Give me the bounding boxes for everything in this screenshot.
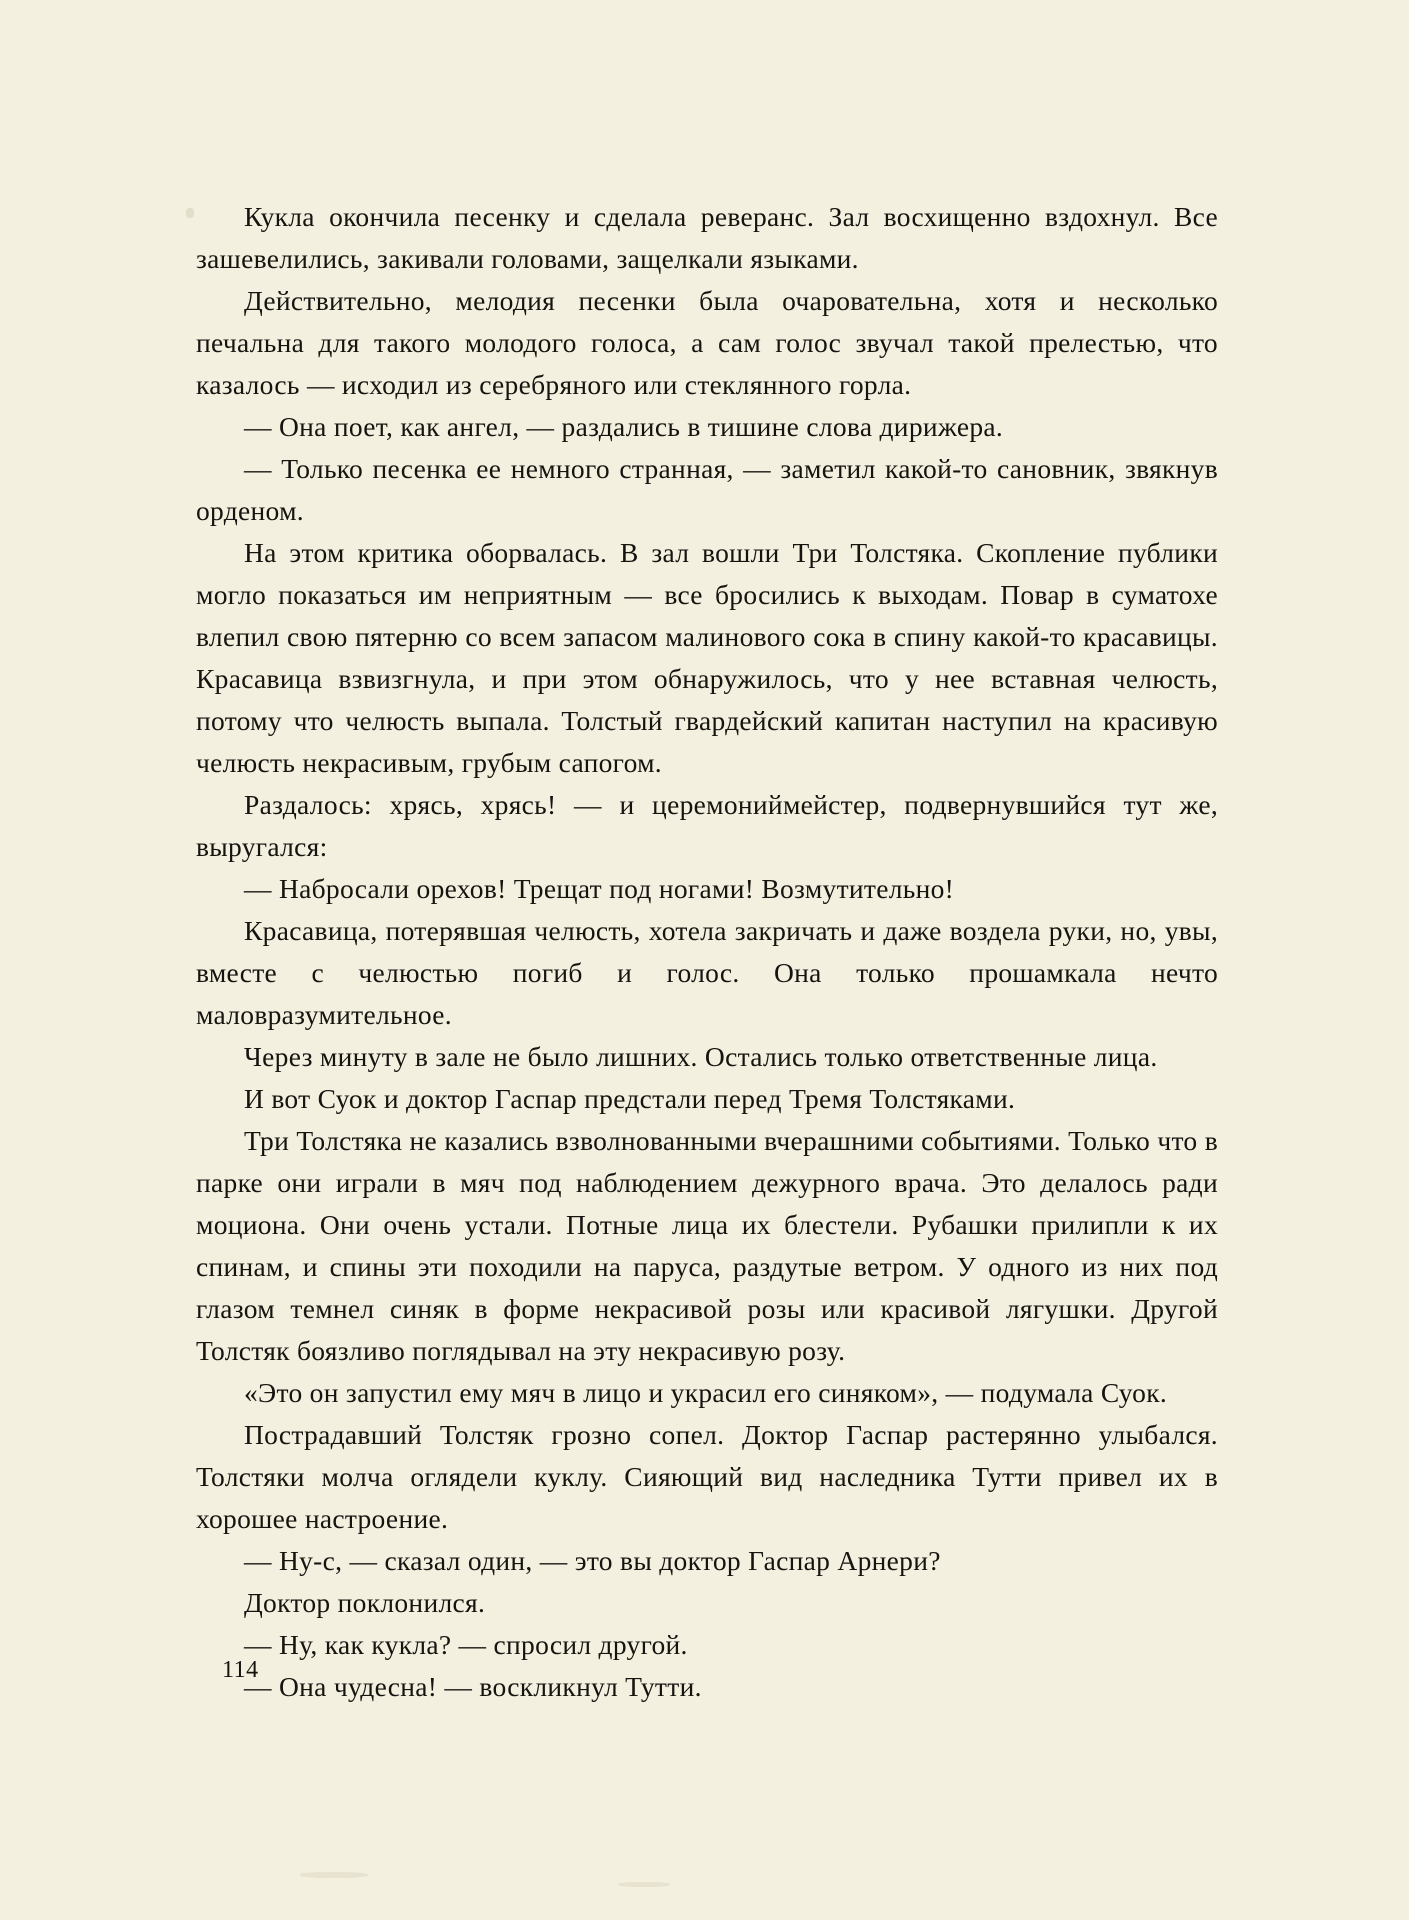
paper-smudge — [300, 1872, 368, 1878]
body-text — [196, 196, 1218, 1708]
paragraph: Через минуту в зале не было лишних. Остались только ответственные лица. — [244, 1041, 1158, 1072]
paragraph: — Ну, как кукла? — спросил другой. — [244, 1629, 688, 1660]
paragraph: Кукла окончила песенку и сделала реверанс. Зал восхищенно вздохнул. Все зашевелились, закивали головами, защелкали языками. — [196, 201, 1218, 274]
paragraph: Три Толстяка не казались взволнованными вчерашними событиями. Только что в парке они играли в мяч под наблюдением дежурного врача. Это делалось ради моциона. Они очень устали. Потные лица их блестели. Рубашки прилипли к их спинам, и спины эти походили на паруса, раздутые ветром. У одного из них под глазом темнел синяк в форме некрасивой розы или красивой лягушки. Другой Толстяк боязливо поглядывал на эту некрасивую розу. — [196, 1125, 1218, 1366]
paragraph: И вот Суок и доктор Гаспар предстали перед Тремя Толстяками. — [244, 1083, 1016, 1114]
paper-speck — [186, 208, 194, 218]
page-number: 114 — [222, 1657, 259, 1683]
paragraph: — Только песенка ее немного странная, — заметил какой-то сановник, звякнув орденом. — [196, 453, 1218, 526]
paragraph: — Она поет, как ангел, — раздались в тишине слова дирижера. — [244, 411, 1004, 442]
paragraph: Красавица, потерявшая челюсть, хотела закричать и даже воздела руки, но, увы, вместе с челюстью погиб и голос. Она только прошамкала нечто маловразумительное. — [196, 915, 1218, 1030]
paragraph: Раздалось: хрясь, хрясь! — и церемониймейстер, подвернувшийся тут же, выругался: — [196, 789, 1218, 862]
paragraph: Пострадавший Толстяк грозно сопел. Доктор Гаспар растерянно улыбался. Толстяки молча оглядели куклу. Сияющий вид наследника Тутти привел их в хорошее настроение. — [196, 1419, 1218, 1534]
paragraph: — Она чудесна! — воскликнул Тутти. — [244, 1671, 702, 1702]
paper-smudge — [618, 1882, 670, 1887]
paragraph: На этом критика оборвалась. В зал вошли Три Толстяка. Скопление публики могло показаться им неприятным — все бросились к выходам. Повар в суматохе влепил свою пятерню со всем запасом малинового сока в спину какой-то красавицы. Красавица взвизгнула, и при этом обнаружилось, что у нее вставная челюсть, потому что челюсть выпала. Толстый гвардейский капитан наступил на красивую челюсть некрасивым, грубым сапогом. — [196, 537, 1218, 778]
paragraph: — Набросали орехов! Трещат под ногами! Возмутительно! — [244, 873, 955, 904]
paragraph: «Это он запустил ему мяч в лицо и украсил его синяком», — подумала Суок. — [244, 1377, 1168, 1408]
paragraph: Доктор поклонился. — [244, 1587, 486, 1618]
paragraph: Действительно, мелодия песенки была очаровательна, хотя и несколько печальна для такого молодого голоса, а сам голос звучал такой прелестью, что казалось — исходил из серебряного или стеклянного горла. — [196, 285, 1218, 400]
paragraph: — Ну-с, — сказал один, — это вы доктор Гаспар Арнери? — [244, 1545, 941, 1576]
